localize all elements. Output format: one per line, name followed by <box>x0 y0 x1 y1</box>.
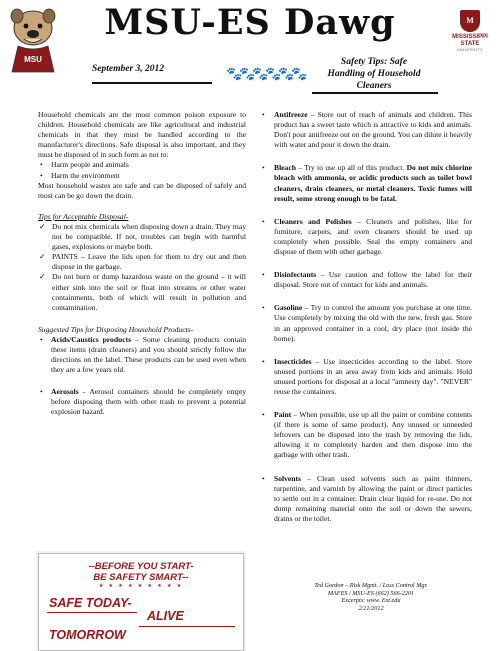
paw-print-icon: 🐾 <box>291 66 309 81</box>
item-text: – Try to use up all of this product. <box>295 163 407 173</box>
item-text: – Use insecticides according to the label. Store unused portions in an area away from kids and animals. Hold unused portions for disposal at a local "amnesty day". "NEVER" reuse the containers. <box>274 356 472 396</box>
list-item <box>262 163 472 203</box>
poster-line-2: BE SAFETY SMART-- <box>93 572 189 583</box>
tips-title-line: Handling of Household <box>327 69 421 79</box>
list-item <box>262 303 472 343</box>
list-item: ✓ Do not burn or dump hazardous waste on the ground – it will either sink into the soil or float into streams or other water containments, both of which will result in pollution and contamination. <box>38 272 246 312</box>
suggested-tips-heading: Suggested Tips for Disposing Household Products- <box>38 324 194 334</box>
acceptable-disposal-heading: Tips for Acceptable Disposal- <box>38 211 129 221</box>
tips-title-line: Cleaners <box>356 81 392 91</box>
item-text: – Cleaners and polishes, like for furniture, carpets, and oven cleaners should be used up completely when possible. Seal the empty containers and dispose of them with other garbage. <box>274 216 473 257</box>
author-footer <box>296 582 446 612</box>
list-item: ✓ PAINTS – Leave the lids open for them to dry out and then dispose in the garbage. <box>38 252 246 272</box>
paw-print-row <box>226 66 309 82</box>
date-underline <box>92 82 212 84</box>
item-title: Cleaners and Polishes <box>274 216 352 226</box>
item-text: – Use caution and follow the label for their disposal. Store out of contact for kids and animals. <box>274 270 472 290</box>
footer-line: 2/21/2012 <box>358 604 384 612</box>
poster-line-1: --BEFORE YOU START- <box>88 561 194 572</box>
item-title: Aerosols <box>51 387 79 397</box>
safety-poster <box>38 553 244 651</box>
paw-print-icon: 🐾 <box>239 66 257 81</box>
item-text: – Some cleaning products contain these items (drain cleaners) and you should strictly follow the directions on the label. These products can be used even when they are a few years old. <box>51 334 246 375</box>
item-title: Antifreeze <box>274 110 308 119</box>
item-title: Bleach <box>274 163 296 173</box>
item-text: – Try to control the amount you purchase at one time. Use completely by mixing the old with the new, fresh gas. Store in an approved container in a cool, dry place (not inside the home). <box>274 303 472 343</box>
msu-logo <box>442 10 498 52</box>
poster-stars: ★ ★ ★ ★ ★ ★ ★ ★ ★ <box>98 584 184 589</box>
item-text: – Store out of reach of animals and children. This product has a sweet taste which is attractive to kids and animals. Don't pour antifreeze out on the ground. You can dilute it heavily with water and pour it down the drain. <box>274 110 472 150</box>
footer-line: Excerpts: www. Ext.edu <box>341 597 401 605</box>
item-text: - Aerosol containers should be completely empty before disposing them with other trash to prevent a potential explosion hazard. <box>51 387 246 417</box>
product-tips-list <box>262 110 472 524</box>
left-column <box>38 110 246 418</box>
paw-print-icon: 🐾 <box>278 66 296 81</box>
item-title: Disinfectants <box>274 270 317 280</box>
poster-divider <box>47 612 137 613</box>
list-item <box>262 474 472 524</box>
poster-divider <box>139 626 235 627</box>
issue-date: September 3, 2012 <box>92 64 165 74</box>
acceptable-disposal-list <box>38 222 246 313</box>
item-title: Insecticides <box>274 356 312 366</box>
newsletter-masthead: MSU-ES Dawg <box>104 2 396 43</box>
item-title: Solvents <box>274 473 302 483</box>
intro-paragraph-2: Most household wastes are safe and can be disposed of safely and most can be go down the drain. <box>38 180 246 200</box>
list-item <box>262 110 472 150</box>
footer-line: MAFES / MSU-ES (662) 566-2201 <box>327 589 415 597</box>
intro-paragraph: Household chemicals are the most common poison exposure to children. Household chemicals are like agricultural and industrial chemicals in that they must be handled according to the manufacturer's directions. Safe disposal is also important, and they must be disposed of in such form as not to: <box>38 110 246 160</box>
right-column <box>262 110 472 524</box>
poster-slogan-alive: ALIVE <box>147 609 184 623</box>
list-item: • Harm people and animals <box>38 160 246 170</box>
item-text: – Clean used solvents such as paint thinners, turpentine, and varnish by allowing the paint or direct particles to settle out in a container. Drain clear liquid for re-use. Do not dump remaining material onto the soil or down the sewers, drains or the toilet. <box>274 473 472 523</box>
paw-print-icon: 🐾 <box>252 66 270 81</box>
tips-title-line: Safety Tips: Safe <box>340 57 408 67</box>
list-item <box>262 357 472 397</box>
item-text: – When possible, use up all the paint or combine contents (if there is some of same product). Any unused or unneeded leftovers can be disposed into the trash by removing the lids, allowing it to completely harden and then dispose into the garbage with other trash. <box>274 410 472 460</box>
suggested-tips-list <box>38 335 246 418</box>
intro-bullet-list <box>38 160 246 180</box>
logo-name: MISSISSIPPI STATE <box>452 34 488 47</box>
list-item <box>38 387 246 417</box>
paw-print-icon: 🐾 <box>226 66 244 81</box>
item-title: Gasoline <box>274 303 303 313</box>
list-item <box>262 270 472 290</box>
footer-line: Ted Gordon – Risk Mgmt. / Loss Control Mgr. <box>314 582 428 589</box>
tips-title-underline <box>312 92 438 94</box>
list-item <box>38 335 246 375</box>
list-item <box>262 410 472 460</box>
mascot-jersey-label: MSU <box>24 55 42 64</box>
list-item <box>262 217 472 257</box>
list-item: • Harm the environment <box>38 171 246 181</box>
paw-print-icon: 🐾 <box>265 66 283 81</box>
poster-slogan-tomorrow: TOMORROW <box>49 628 126 642</box>
bulldog-mascot-image <box>4 6 62 74</box>
logo-subname: UNIVERSITY <box>456 48 483 52</box>
safety-tips-title <box>316 56 432 92</box>
list-item: ✓ Do not mix chemicals when disposing down a drain. They may not be compatible. If not, troubles can begin with harmful gases, explosions or maybe both. <box>38 222 246 252</box>
item-title: Acids/Caustics products <box>51 334 132 344</box>
poster-slogan-safe-today: SAFE TODAY- <box>49 596 132 610</box>
university-shield-icon: M <box>460 10 480 32</box>
warning-text: Do not mix chlorine bleach with ammonia, or acidic products such as toilet bowl cleaners, drain cleaners, or metal cleaners. Toxic fumes will result, some strong enough to be fatal. <box>274 163 472 203</box>
item-title: Paint <box>274 410 292 420</box>
